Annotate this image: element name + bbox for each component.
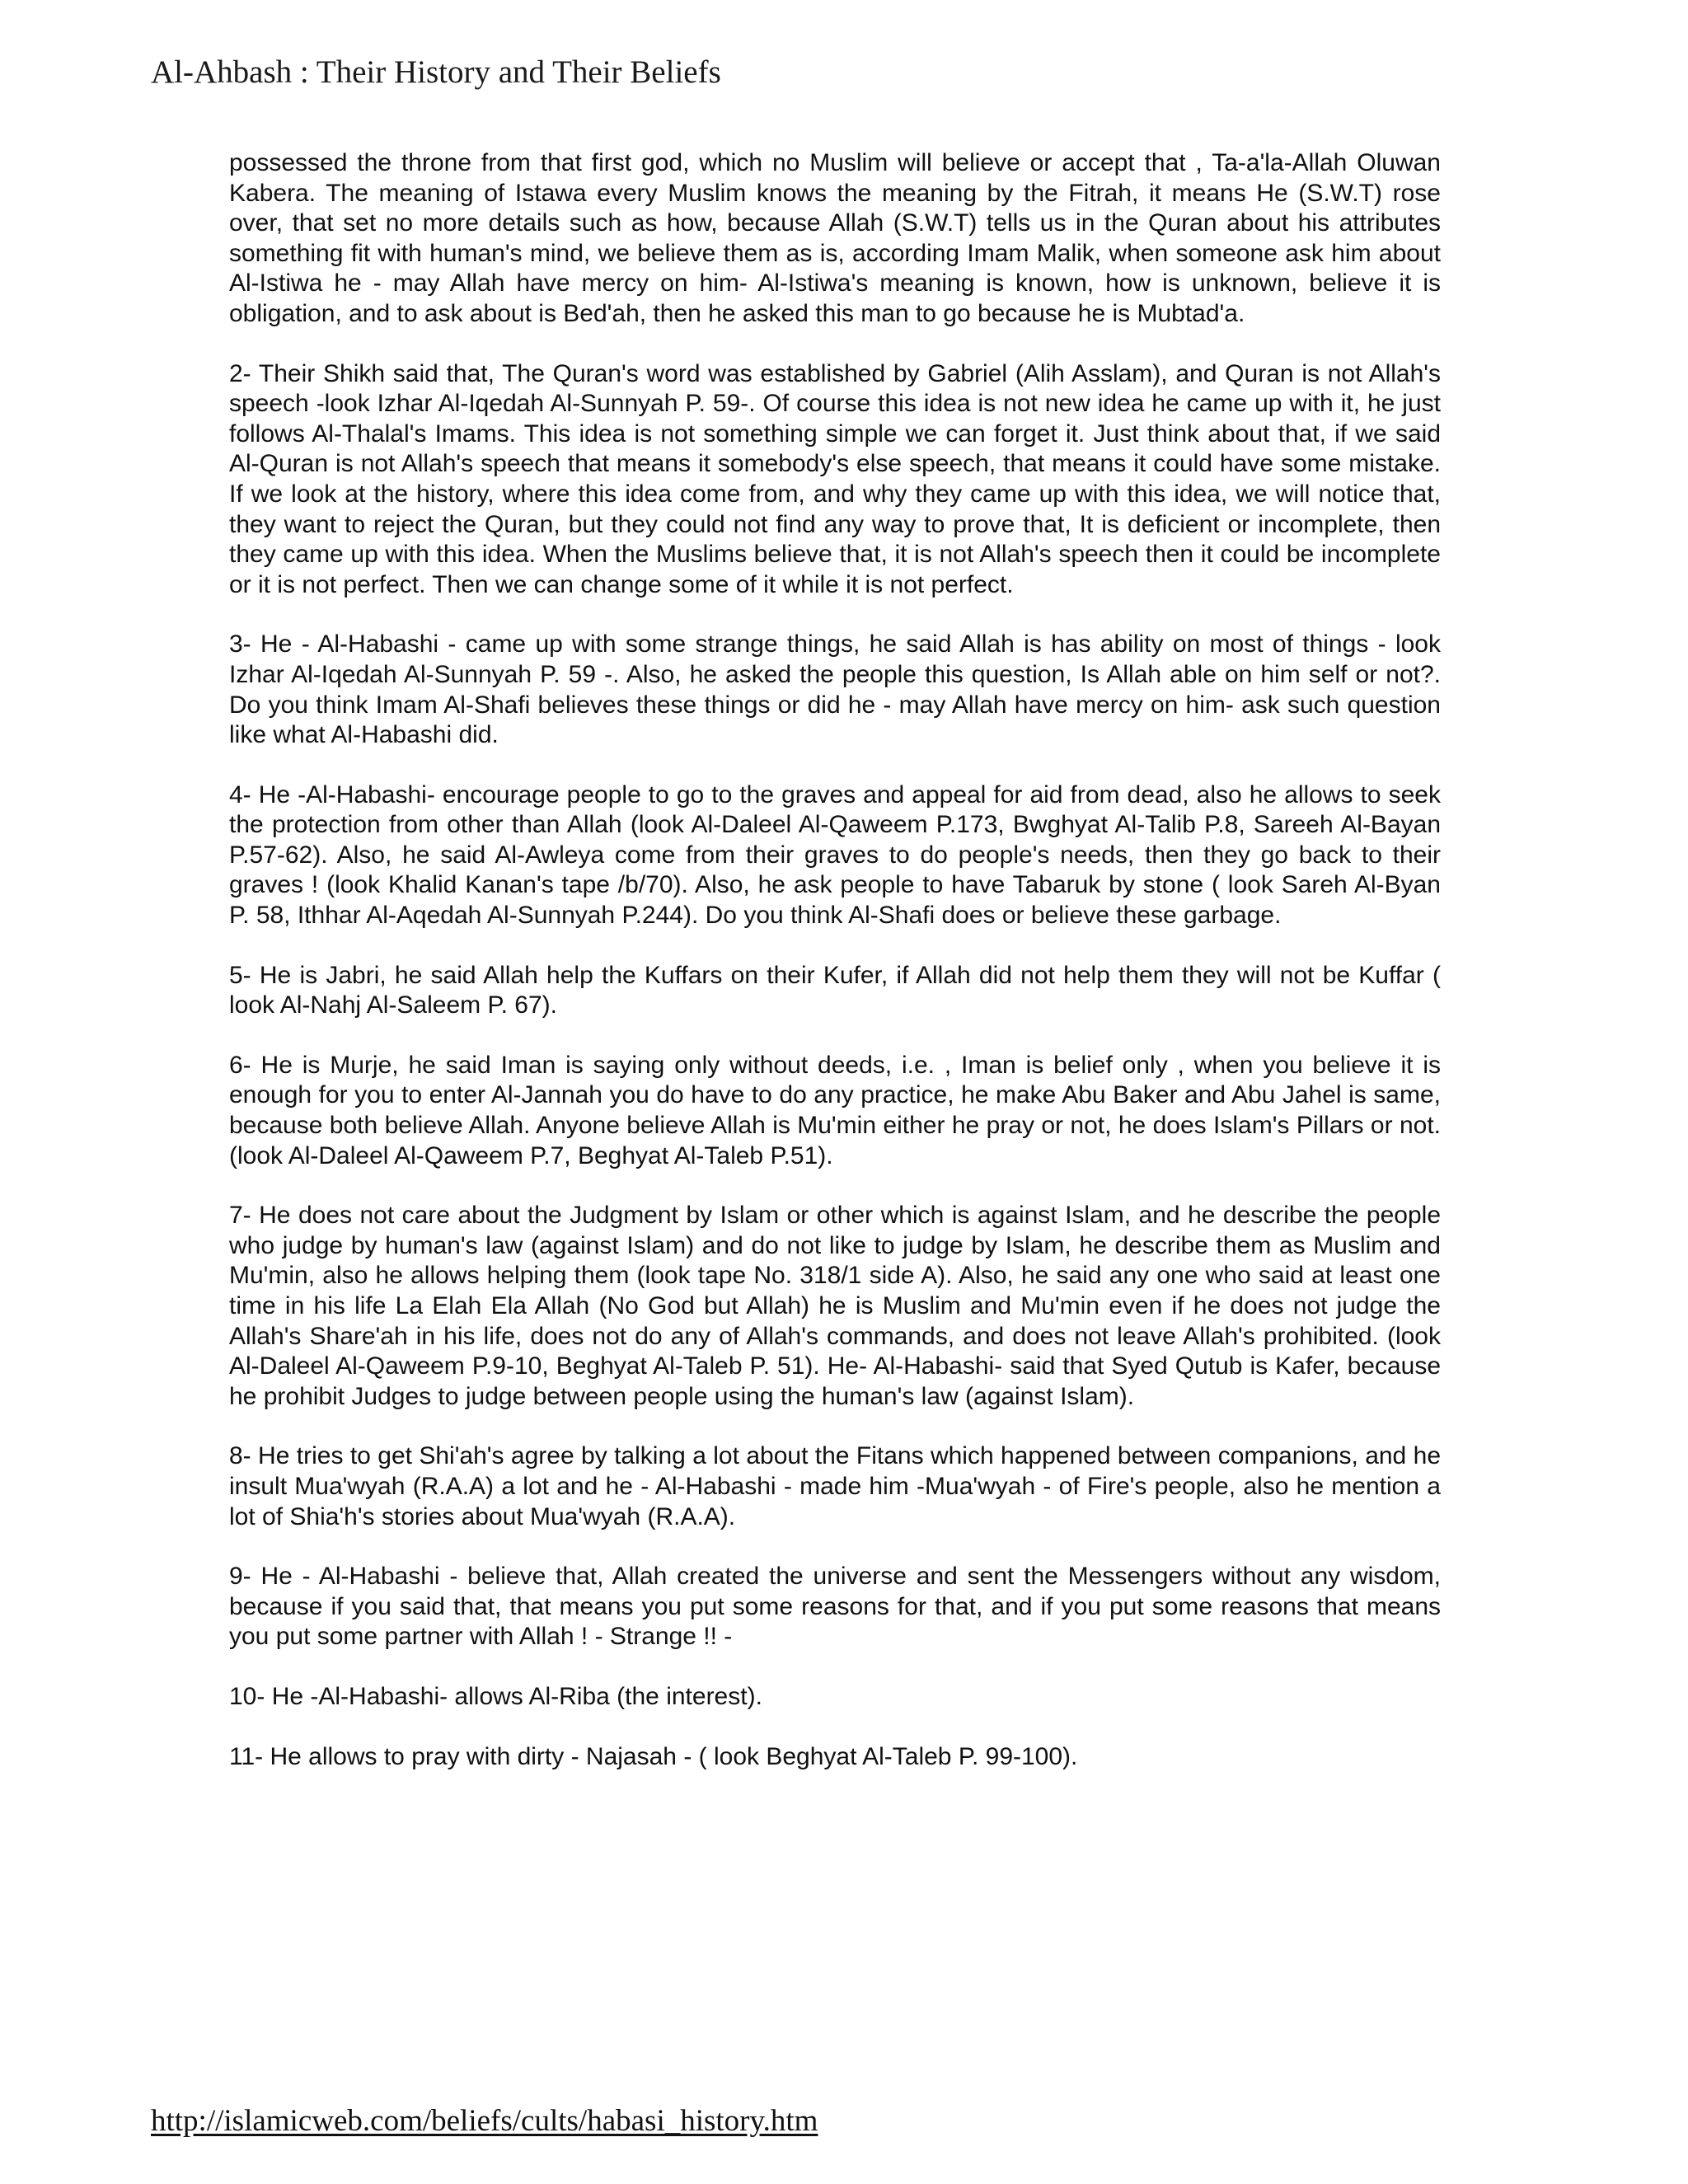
footer-source-url-link[interactable]: http://islamicweb.com/beliefs/cults/habasi_history.htm bbox=[151, 2104, 818, 2138]
paragraph-point-5: 5- He is Jabri, he said Allah help the Kuffars on their Kufer, if Allah did not help them they will not be Kuffar ( look Al-Nahj Al-Saleem P. 67). bbox=[229, 961, 1441, 1019]
paragraph-continuation-istawa: possessed the throne from that first god, which no Muslim will believe or accept that , Ta-a'la-Allah Oluwan Kabera. The meaning of Istawa every Muslim knows the meaning by the Fitrah, it means He (S.W.T) rose over, that set no more details such as how, because Allah (S.W.T) tells us in the Quran about his attributes something fit with human's mind, we believe them as is, according Imam Malik, when someone ask him about Al-Istiwa he - may Allah have mercy on him- Al-Istiwa's meaning is known, how is unknown, believe it is obligation, and to ask about is Bed'ah, then he asked this man to go because he is Mubtad'a. bbox=[229, 149, 1441, 327]
paragraph-point-3: 3- He - Al-Habashi - came up with some strange things, he said Allah is has ability on most of things - look Izhar Al-Iqedah Al-Sunnyah P. 59 -. Also, he asked the people this question, Is Allah able on him self or not?. Do you think Imam Al-Shafi believes these things or did he - may Allah have mercy on him- ask such question like what Al-Habashi did. bbox=[229, 630, 1441, 749]
paragraph-point-7: 7- He does not care about the Judgment by Islam or other which is against Islam, and he describe the people who judge by human's law (against Islam) and do not like to judge by Islam, he describe them as Muslim and Mu'min, also he allows helping them (look tape No. 318/1 side A). Also, he said any one who said at least one time in his life La Elah Ela Allah (No God but Allah) he is Muslim and Mu'min even if he does not judge the Allah's Share'ah in his life, does not do any of Allah's commands, and does not leave Allah's prohibited. (look Al-Daleel Al-Qaweem P.9-10, Beghyat Al-Taleb P. 51). He- Al-Habashi- said that Syed Qutub is Kafer, because he prohibit Judges to judge between people using the human's law (against Islam). bbox=[229, 1202, 1441, 1410]
paragraph-point-4: 4- He -Al-Habashi- encourage people to go to the graves and appeal for aid from dead, also he allows to seek the protection from other than Allah (look Al-Daleel Al-Qaweem P.173, Bwghyat Al-Talib P.8, Sareeh Al-Bayan P.57-62). Also, he said Al-Awleya come from their graves to do people's needs, then they go back to their graves ! (look Khalid Kanan's tape /b/70). Also, he ask people to have Tabaruk by stone ( look Sareh Al-Byan P. 58, Ithhar Al-Aqedah Al-Sunnyah P.244). Do you think Al-Shafi does or believe these garbage. bbox=[229, 780, 1441, 930]
paragraph-point-11: 11- He allows to pray with dirty - Najasah - ( look Beghyat Al-Taleb P. 99-100). bbox=[229, 1742, 1078, 1770]
paragraph-point-9: 9- He - Al-Habashi - believe that, Allah created the universe and sent the Messengers without any wisdom, because if you said that, that means you put some reasons for that, and if you put some reasons that means you put some partner with Allah ! - Strange !! - bbox=[229, 1563, 1441, 1651]
paragraph-point-2: 2- Their Shikh said that, The Quran's word was established by Gabriel (Alih Asslam), and Quran is not Allah's speech -look Izhar Al-Iqedah Al-Sunnyah P. 59-. Of course this idea is not new idea he came up with it, he just follows Al-Thalal's Imams. This idea is not something simple we can forget it. Just think about that, if we said Al-Quran is not Allah's speech that means it somebody's else speech, that means it could have some mistake. If we look at the history, where this idea come from, and why they came up with this idea, we will notice that, they want to reject the Quran, but they could not find any way to prove that, It is deficient or incomplete, then they came up with this idea. When the Muslims believe that, it is not Allah's speech then it could be incomplete or it is not perfect. Then we can change some of it while it is not perfect. bbox=[229, 359, 1441, 598]
document-body bbox=[229, 148, 1441, 1802]
document-header-title: Al-Ahbash : Their History and Their Beliefs bbox=[151, 54, 721, 90]
paragraph-point-8: 8- He tries to get Shi'ah's agree by talking a lot about the Fitans which happened between companions, and he insult Mua'wyah (R.A.A) a lot and he - Al-Habashi - made him -Mua'wyah - of Fire's people, also he mention a lot of Shia'h's stories about Mua'wyah (R.A.A). bbox=[229, 1442, 1441, 1530]
paragraph-point-10: 10- He -Al-Habashi- allows Al-Riba (the interest). bbox=[229, 1682, 762, 1710]
paragraph-point-6: 6- He is Murje, he said Iman is saying only without deeds, i.e. , Iman is belief only , when you believe it is enough for you to enter Al-Jannah you do have to do any practice, he make Abu Baker and Abu Jahel is same, because both believe Allah. Anyone believe Allah is Mu'min either he pray or not, he does Islam's Pillars or not. (look Al-Daleel Al-Qaweem P.7, Beghyat Al-Taleb P.51). bbox=[229, 1051, 1441, 1169]
